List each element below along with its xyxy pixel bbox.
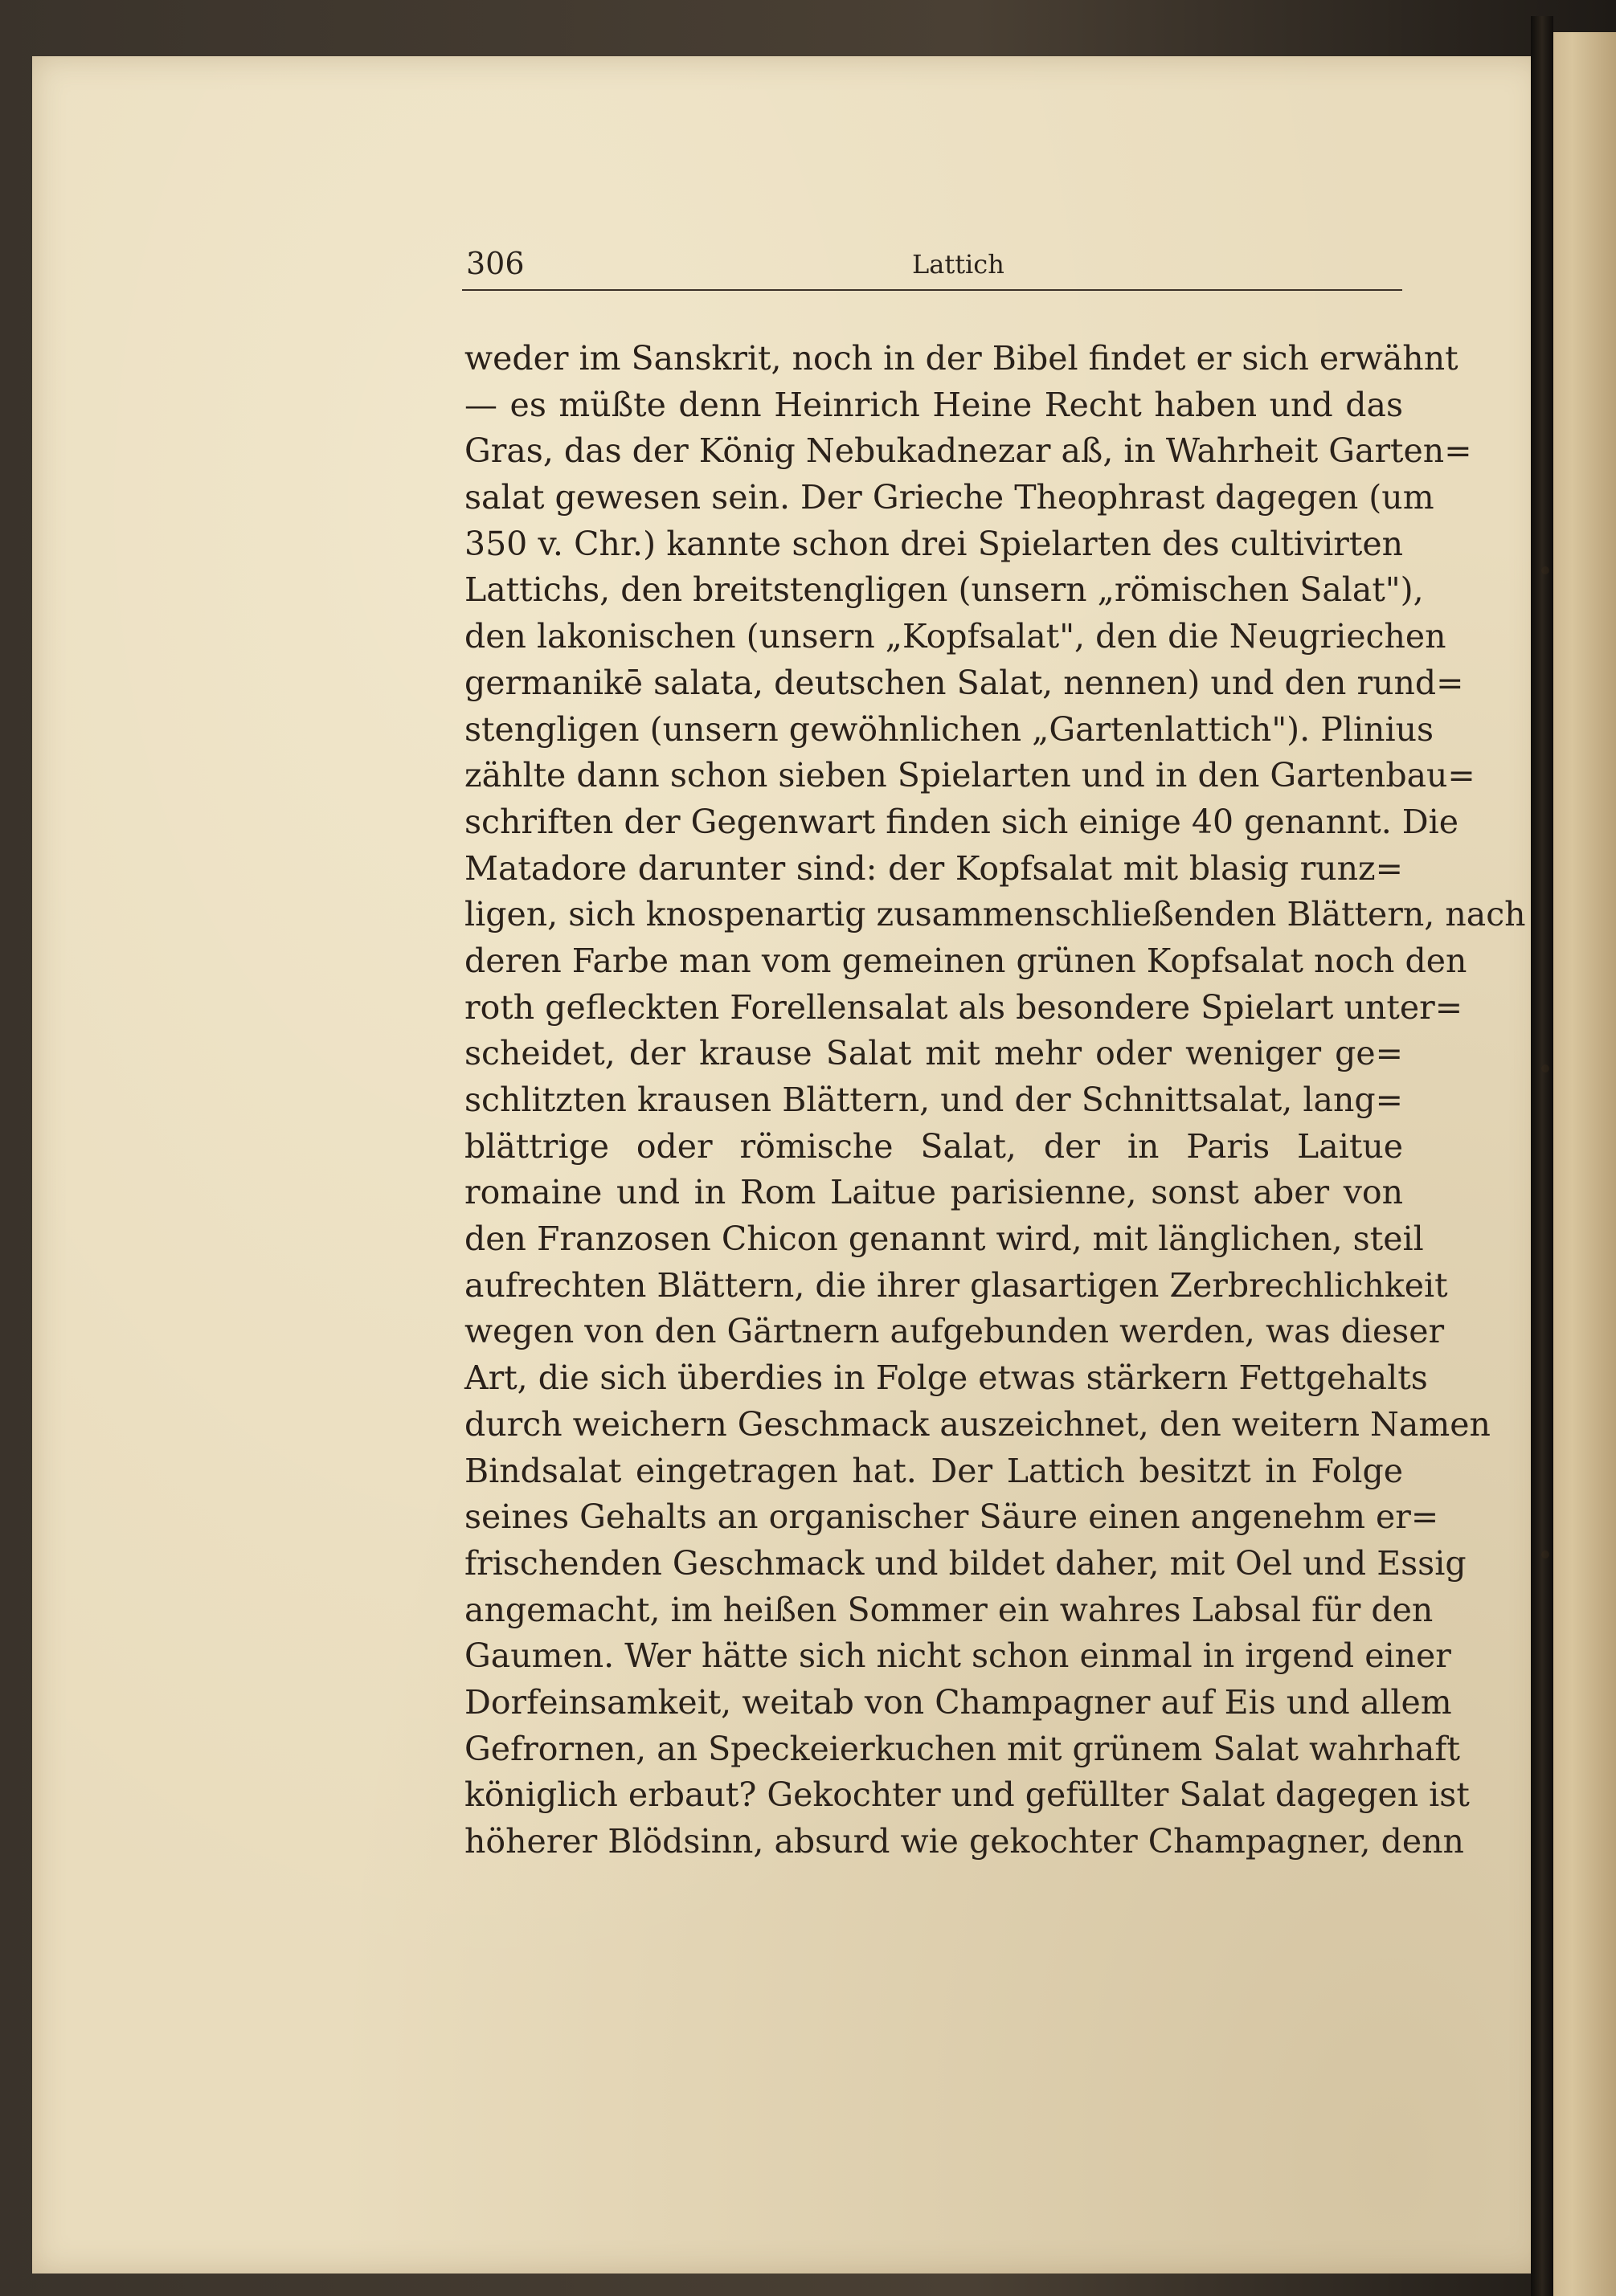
- margin-mark: [1541, 1550, 1549, 1559]
- running-head: Lattich: [912, 249, 1004, 280]
- text-line: — es müßte denn Heinrich Heine Recht haben und das: [464, 385, 1403, 424]
- text-line: stengligen (unsern gewöhnlichen „Gartenlattich"). Plinius: [464, 709, 1434, 749]
- book-binding: [1531, 16, 1553, 2296]
- text-line: Gefrornen, an Speckeierkuchen mit grünem Salat wahrhaft: [464, 1729, 1461, 1768]
- margin-mark: [1541, 1064, 1549, 1072]
- text-line: Art, die sich überdies in Folge etwas stärkern Fettgehalts: [464, 1358, 1428, 1398]
- text-line: königlich erbaut? Gekochter und gefüllter Salat dagegen ist: [464, 1775, 1470, 1815]
- text-line: schriften der Gegenwart finden sich einige 40 genannt. Die: [464, 802, 1459, 841]
- text-line: durch weichern Geschmack auszeichnet, den weitern Namen: [464, 1404, 1491, 1444]
- text-line: blättrige oder römische Salat, der in Paris Laitue: [464, 1126, 1403, 1166]
- text-line: ligen, sich knospenartig zusammenschließenden Blättern, nach: [464, 895, 1526, 934]
- text-line: wegen von den Gärtnern aufgebunden werden, was dieser: [464, 1312, 1445, 1351]
- text-line: zählte dann schon sieben Spielarten und in den Gartenbau=: [464, 756, 1475, 795]
- text-line: Gras, das der König Nebukadnezar aß, in Wahrheit Garten=: [464, 431, 1472, 471]
- text-line: aufrechten Blättern, die ihrer glasartigen Zerbrechlichkeit: [464, 1265, 1448, 1305]
- text-line: 350 v. Chr.) kannte schon drei Spielarten des cultivirten: [464, 524, 1403, 563]
- text-line: Lattichs, den breitstengligen (unsern „römischen Salat"),: [464, 570, 1424, 610]
- text-line: Dorfeinsamkeit, weitab von Champagner auf Eis und allem: [464, 1682, 1452, 1722]
- text-line: den Franzosen Chicon genannt wird, mit länglichen, steil: [464, 1219, 1424, 1259]
- text-line: frischenden Geschmack und bildet daher, mit Oel und Essig: [464, 1543, 1467, 1583]
- text-line: den lakonischen (unsern „Kopfsalat", den die Neugriechen: [464, 617, 1446, 656]
- text-line: Bindsalat eingetragen hat. Der Lattich besitzt in Folge: [464, 1451, 1403, 1490]
- margin-mark: [1541, 566, 1549, 574]
- page-number: 306: [466, 246, 525, 281]
- text-line: deren Farbe man vom gemeinen grünen Kopfsalat noch den: [464, 941, 1467, 980]
- text-line: höherer Blödsinn, absurd wie gekochter Champagner, denn: [464, 1822, 1464, 1861]
- text-line: salat gewesen sein. Der Grieche Theophrast dagegen (um: [464, 478, 1434, 517]
- text-line: Gaumen. Wer hätte sich nicht schon einmal in irgend einer: [464, 1636, 1451, 1676]
- text-line: angemacht, im heißen Sommer ein wahres Labsal für den: [464, 1590, 1434, 1629]
- text-line: schlitzten krausen Blättern, und der Schnittsalat, lang=: [464, 1081, 1403, 1119]
- text-line: weder im Sanskrit, noch in der Bibel findet er sich erwähnt: [464, 339, 1458, 378]
- page-header: [462, 241, 1402, 291]
- body-text: [464, 336, 1526, 1865]
- text-line: germanikē salata, deutschen Salat, nennen) und den rund=: [464, 663, 1464, 702]
- text-line: romaine und in Rom Laitue parisienne, sonst aber von: [464, 1173, 1403, 1212]
- text-line: Matadore darunter sind: der Kopfsalat mit blasig runz=: [464, 848, 1403, 888]
- next-page-edge: [1543, 32, 1616, 2296]
- text-line: seines Gehalts an organischer Säure einen angenehm er=: [464, 1497, 1439, 1537]
- text-line: scheidet, der krause Salat mit mehr oder weniger ge=: [464, 1034, 1403, 1073]
- text-line: roth gefleckten Forellensalat als besondere Spielart unter=: [464, 987, 1463, 1027]
